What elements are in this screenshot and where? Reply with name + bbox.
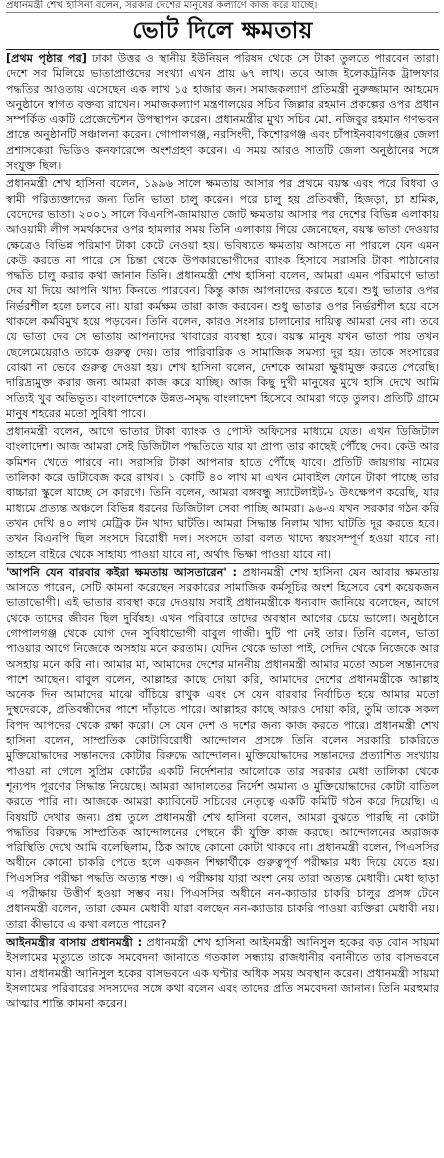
article-section-1 [6,49,439,173]
page-continuation-tag: [প্রথম পৃষ্ঠার পর] [6,52,87,65]
section-1-body: ঢাকা উত্তর ও স্থানীয় ইউনিয়ন পরিষদ থেকে সে টাকা তুলতে পারবেন তারা। দেশে সব মিলিয়ে ভাতাপ্রাপ্তদের সংখ্যা এখন প্রায় ৬৭ লাখ। তবে আজ ইলেকট্রনিক ট্রান্সফার পদ্ধতির আওতায় এসেছেন এক লাখ ১৫ হাজার জন। সমাজকল্যাণ প্রতিমন্ত্রী নুরুজ্জামান আহমেদ অনুষ্ঠানে স্বাগত বক্তব্য রাখেন। সমাজকল্যাণ মন্ত্রণালয়ের সচিব জিল্লার রহমান প্রকল্পের ওপর প্রধান সম্পর্কিত একটি প্রেজেন্টেশন উপস্থাপন করেন। প্রধানমন্ত্রীর মুখ্য সচিব মো. নজিবুর রহমান গণভবন প্রান্তে অনুষ্ঠানটি সঞ্চালনা করেন। গোপালগঞ্জ, নরসিংদী, কিশোরগঞ্জ এবং চাঁপাইনবাবগঞ্জের জেলা প্রশাসকেরা ভিডিও কনফারেন্সে অংশগ্রহণ করেন। এ সময় আরও সাতটি জেলা অনুষ্ঠানের সঙ্গে সংযুক্ত ছিল। [6,52,439,173]
top-strip-text: প্রধানমন্ত্রী শেখ হাসিনা বলেন, সরকার দেশের মানুষের কল্যাণে কাজ করে যাচ্ছে। [6,0,439,13]
section-5-body: প্রধানমন্ত্রী শেখ হাসিনা আইনমন্ত্রী আনিসুল হকের বড় বোন সায়মা ইসলামের মৃত্যুতে তাকে সমবেদনা জানাতে গতকাল সন্ধ্যায় রাজধানীর বনানীতে তার বাসভবনে যান। প্রধানমন্ত্রী আনিসুল হকের বাসভবনে এক ঘণ্টার অধিক সময় অবস্থান করেন। প্রধানমন্ত্রী সায়মা ইসলামের পরিবারের সদস্যদের সঙ্গে কথা বলেন এবং তাদের প্রতি সমবেদনা জানান। তিনি মরহুমার আত্মার শান্তি কামনা করেন। [6,935,439,1011]
section-5-lead: আইনমন্ত্রীর বাসায় প্রধানমন্ত্রী : [6,935,143,949]
article-section-4 [6,563,439,932]
section-4-body: প্রধানমন্ত্রী শেখ হাসিনা যেন আবার ক্ষমতায় আসতে পারেন, সেটি কামনা করেছেন সরকারের সামাজিক কর্মসূচির অংশ হিসেবে বেশ কয়েকজন ভাতাভোগী। এই ভাতার ব্যবস্থা করে দেওয়ায় সবাই প্রধানমন্ত্রীকে ধন্যবাদ জানিয়ে বলেছেন, আগে থেকে তাদের জীবন ছিল দুর্বিষহ। এখন পরিবারে তাদের অবস্থান আগের চেয়ে ভালো। অনুষ্ঠানে গোপালগঞ্জ থেকে যোগ দেন সুবিধাভোগী বাবুল গাজী। দুটি পা নেই তার। তিনি বলেন, ভাতা পাওয়ার আগে নিজেকে অসহায় মনে করতাম। যেদিন থেকে ভাতা পাই, সেদিন থেকে নিজেকে আর অসহায় মনে করি না। আমার মা, আমাদের দেশের মাননীয় প্রধানমন্ত্রী আমার মতো অচল সন্তানদের পাশে আছেন। বাবুল বলেন, আল্লাহর কাছে দোয়া করি, আমাদের দেশের প্রধানমন্ত্রীকে আল্লাহ অনেক দিন আমাদের মাঝে বাঁচিয়ে রাখুক এবং সে যেন বারবার নির্বাচিত হয়ে আমার মতো দুস্থদেরকে, প্রতিবন্ধীদের পাশে দাঁড়াতে পারে। আল্লাহর কাছে আরও দোয়া করি, তুমি তাকে সকল বিপদ আপদের থেকে রক্ষা করো। সে যেন দেশ ও দশের জন্য কাজ করতে পারে। প্রধানমন্ত্রী শেখ হাসিনা বলেন, সাম্প্রতিক কোটাবিরোধী আন্দোলন প্রসঙ্গে তিনি বলেন সরকারি চাকরিতে মুক্তিযোদ্ধাদের সন্তানদের কোটার বিরুদ্ধে আন্দোলন। মুক্তিযোদ্ধাদের সন্তানদের প্রত্যাশিত সংখ্যায় পাওয়া না গেলে সুপ্রিম কোর্টের একটি নির্দেশনার আলোকে তার সরকার মেধা তালিকা থেকে শূন্যপদ পূরণের সিদ্ধান্ত নিয়েছে। আমরা আদালতের নির্দেশ অমান্য ও মুক্তিযোদ্ধাদের কোটা বাতিল করতে পারি না। আজকে আমরা ক্যাবিনেট সচিবের নেতৃত্বে একটি কমিটি গঠন করে দিয়েছি। এ বিষয়টি দেখার জন্য। প্রশ্ন তুলে প্রধানমন্ত্রী শেখ হাসিনা বলেন, আমরা বুঝতে পারছি না কোটা পদ্ধতির বিরুদ্ধে সাম্প্রতিক আন্দোলনের পেছনে কী যুক্তি কাজ করছে। আন্দোলনের অরাজক পরিস্থিতি দেখে আমি বলেছিলাম, ঠিক আছে কোনো কোটা থাকবে না। প্রধানমন্ত্রী বলেন, পিএসসির অধীনে কোনো চাকরি পেতে হলে একজন শিক্ষার্থীকে গুরুত্বপূর্ণ পরীক্ষার মধ্য দিয়ে যেতে হয়। পিএসসির পরীক্ষা পদ্ধতি অত্যন্ত শক্ত। এ পরীক্ষায় যারা অংশ নেয় তারা অত্যন্ত মেধাবী। মেধা ছাড়া এ পরীক্ষায় উত্তীর্ণ হওয়া সম্ভব নয়। পিএসসির অধীনে নন-ক্যাডার চাকরি চালুর প্রসঙ্গ টেনে প্রধানমন্ত্রী বলেন, তারা কেমন মেধাবী যারা বলছেন নন-ক্যাডার চাকরি পাওয়া ব্যক্তিরা মেধাবী নয়। তারা কীভাবে এ কথা বলতে পারেন? [6,565,439,931]
section-4-lead: 'আপনি যেন বারবার কইরা ক্ষমতায় আসতারেন' : [6,565,238,579]
section-2-body: প্রধানমন্ত্রী শেখ হাসিনা বলেন, ১৯৯৬ সালে ক্ষমতায় আসার পর প্রথমে বয়স্ক এবং পরে বিধবা ও স্বামী পরিত্যক্তাদের জন্য তিনি ভাতা চালু করেন। পরে চালু হয় প্রতিবন্ধী, হিজড়া, চা শ্রমিক, বেদেদের ভাতা। ২০০১ সালে বিএনপি-জামায়াত জোট ক্ষমতায় আসার পর দেশের বিভিন্ন এলাকায় আওয়ামী লীগ সমর্থকদের ওপর হামলার সময় তিনি এলাকায় গিয়ে জেনেছেন, বয়স্ক ভাতা দেওয়ার ক্ষেত্রেও বিভিন্ন পরিমাণ টাকা কেটে নেওয়া হয়। ভবিষ্যতে ক্ষমতায় আসতে না পারলে যেন এমন কেউ করতে না পারে সে চিন্তা থেকে উপকারভোগীদের ব্যাংক হিসাবে সরাসরি টাকা পাঠানোর পদ্ধতি চালু করার কথা জানান তিনি। প্রধানমন্ত্রী শেখ হাসিনা বলেন, আমরা এমন পরিমাণে ভাতা দেব যা দিয়ে আপনি খাদ্য কিনতে পারবেন। কিন্তু কাজ আপনাদের করতে হবে। শুধু ভাতার ওপর নির্ভরশীল হলে চলবে না। যারা কর্মক্ষম তারা কাজ করবেন। শুধু ভাতার ওপর নির্ভরশীল হয়ে বসে থাকলে কর্মবিমুখ হয়ে পড়বেন। তিনি বলেন, কারও সংসার চালানোর দায়িত্ব আমরা নেব না। তবে যে ভাতা দেব সে ভাতায় আপনাদের খাবারের ব্যবস্থা হবে। বয়স্ক মানুষ যখন ভাতা পায় তখন ছেলেমেয়েরাও তাকে গুরুত্ব দেয়। তার পারিবারিক ও সামাজিক সমস্যা দূর হয়। তাকে সংসারের বোঝা না ভেবে গুরুত্ব দেওয়া হয়। শেখ হাসিনা বলেন, দেশকে আমরা ক্ষুধামুক্ত করতে পেরেছি। দারিদ্র্যমুক্ত করার জন্য আমরা কাজ করে যাচ্ছি। আজ কিছু দুখী মানুষের মুখে হাসি দেখে আমি সত্যিই খুব অভিভূত। বাংলাদেশকে উন্নত-সমৃদ্ধ বাংলাদেশ হিসেবে আমরা গড়ে তুলব। প্রতিটি গ্রামে মানুষ শহরের মতো সুবিধা পাবে। [6,177,439,420]
headline: ভোট দিলে ক্ষমতায় [132,17,313,44]
article-section-5 [6,933,439,1011]
article-section-2 [6,174,439,421]
article-section-3 [6,422,439,562]
section-3-body: প্রধানমন্ত্রী বলেন, আগে ভাতার টাকা ব্যাংক ও পোস্ট অফিসের মাধ্যমে যেত। এখন ডিজিটাল বাংলাদেশ। আজ আমরা সেই ডিজিটাল পদ্ধতিতে যার যা প্রাপ্য তার কাছেই পৌঁছে দেব। কেউ আর কমিশন খেতে পারবে না। সরাসরি টাকা আপনার হাতে পৌঁছে যাবে। প্রতিটি জায়গায় নামের তালিকা করে ডাটাবেজ করে রাখব। ১ কোটি ৪০ লাখ মা এখন মোবাইল ফোনে টাকা পাচ্ছে তার বাচ্চারা স্কুলে যাচ্ছে সে কারণে। তিনি বলেন, আমরা বঙ্গবন্ধু স্যাটেলাইট-১ উৎক্ষেপণ করেছি, যার মাধ্যমে প্রত্যন্ত অঞ্চলে বিভিন্ন ধরনের ডিজিটাল সেবা পাচ্ছি আমরা। ৯৬-এ যখন সরকার গঠন করি তখন দেখি ৪০ লাখ মেট্রিক টন খাদ্য ঘাটতি। আমরা সিদ্ধান্ত নিলাম খাদ্য ঘাটতি দূর করতে হবে। তখন বিএনপি ছিল সংসদে বিরোধী দল। সংসদে তারা বলত খাদ্যে স্বয়ংসম্পূর্ণ হওয়া যাবে না। তাহলে বাইরে থেকে সাহায্য পাওয়া যাবে না, অর্থাৎ ভিক্ষা পাওয়া যাবে না। [6,425,439,561]
